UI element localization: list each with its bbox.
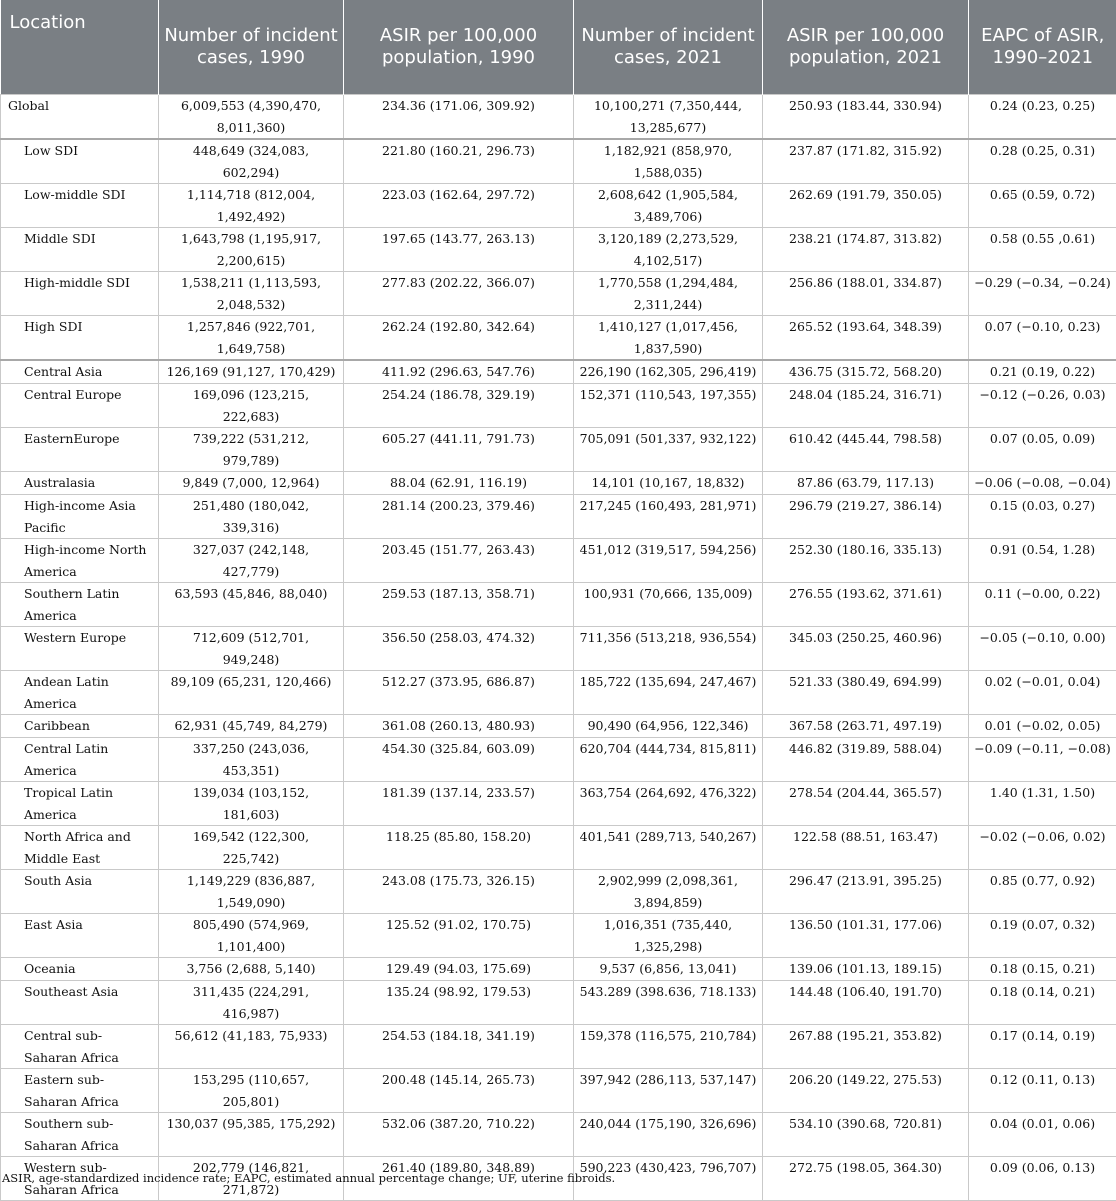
cell-cases-1990: 712,609 (512,701, 949,248): [159, 627, 344, 671]
cell-eapc: 0.02 (−0.01, 0.04): [969, 671, 1116, 715]
cell-asir-2021: 237.87 (171.82, 315.92): [763, 139, 969, 184]
cell-cases-2021: 620,704 (444,734, 815,811): [574, 738, 763, 782]
cell-location: EasternEurope: [1, 428, 159, 472]
cell-location: Central sub-Saharan Africa: [1, 1025, 159, 1069]
cell-location: High-income North America: [1, 539, 159, 583]
cell-location: Oceania: [1, 958, 159, 981]
cell-eapc: 0.65 (0.59, 0.72): [969, 184, 1116, 228]
table-row: [1, 228, 1116, 272]
cell-eapc: 0.21 (0.19, 0.22): [969, 360, 1116, 384]
header-location: Location: [1, 0, 159, 95]
cell-cases-1990: 311,435 (224,291, 416,987): [159, 981, 344, 1025]
cell-cases-1990: 62,931 (45,749, 84,279): [159, 715, 344, 738]
cell-eapc: 0.07 (0.05, 0.09): [969, 428, 1116, 472]
cell-eapc: 0.11 (−0.00, 0.22): [969, 583, 1116, 627]
cell-asir-1990: 135.24 (98.92, 179.53): [344, 981, 574, 1025]
cell-asir-2021: 446.82 (319.89, 588.04): [763, 738, 969, 782]
cell-location: Caribbean: [1, 715, 159, 738]
cell-location: Central Europe: [1, 384, 159, 428]
table-row: [1, 316, 1116, 361]
table-header: [1, 0, 1116, 95]
cell-eapc: −0.02 (−0.06, 0.02): [969, 826, 1116, 870]
cell-asir-2021: 136.50 (101.31, 177.06): [763, 914, 969, 958]
cell-asir-2021: 139.06 (101.13, 189.15): [763, 958, 969, 981]
table-footnote: ASIR, age-standardized incidence rate; EAPC, estimated annual percentage change; UF, uterine fibroids.: [2, 1170, 615, 1186]
cell-asir-1990: 243.08 (175.73, 326.15): [344, 870, 574, 914]
table-row: [1, 1113, 1116, 1157]
cell-cases-2021: 100,931 (70,666, 135,009): [574, 583, 763, 627]
cell-cases-2021: 1,182,921 (858,970, 1,588,035): [574, 139, 763, 184]
cell-cases-2021: 3,120,189 (2,273,529, 4,102,517): [574, 228, 763, 272]
cell-cases-1990: 126,169 (91,127, 170,429): [159, 360, 344, 384]
cell-cases-2021: 711,356 (513,218, 936,554): [574, 627, 763, 671]
cell-cases-1990: 251,480 (180,042, 339,316): [159, 495, 344, 539]
cell-cases-2021: 401,541 (289,713, 540,267): [574, 826, 763, 870]
cell-cases-1990: 139,034 (103,152, 181,603): [159, 782, 344, 826]
cell-location: East Asia: [1, 914, 159, 958]
cell-cases-2021: 217,245 (160,493, 281,971): [574, 495, 763, 539]
cell-eapc: 0.85 (0.77, 0.92): [969, 870, 1116, 914]
cell-eapc: 0.12 (0.11, 0.13): [969, 1069, 1116, 1113]
cell-cases-1990: 130,037 (95,385, 175,292): [159, 1113, 344, 1157]
cell-cases-1990: 739,222 (531,212, 979,789): [159, 428, 344, 472]
cell-asir-2021: 238.21 (174.87, 313.82): [763, 228, 969, 272]
cell-cases-1990: 1,149,229 (836,887, 1,549,090): [159, 870, 344, 914]
header-asir-1990: ASIR per 100,000 population, 1990: [344, 0, 574, 95]
cell-cases-2021: 10,100,271 (7,350,444, 13,285,677): [574, 95, 763, 140]
cell-eapc: 0.24 (0.23, 0.25): [969, 95, 1116, 140]
cell-asir-1990: 512.27 (373.95, 686.87): [344, 671, 574, 715]
cell-cases-2021: 363,754 (264,692, 476,322): [574, 782, 763, 826]
table-row: [1, 671, 1116, 715]
table-row: [1, 981, 1116, 1025]
cell-asir-2021: 521.33 (380.49, 694.99): [763, 671, 969, 715]
table-row: [1, 627, 1116, 671]
cell-cases-2021: 2,902,999 (2,098,361, 3,894,859): [574, 870, 763, 914]
cell-asir-1990: 454.30 (325.84, 603.09): [344, 738, 574, 782]
table-row: [1, 583, 1116, 627]
cell-asir-1990: 532.06 (387.20, 710.22): [344, 1113, 574, 1157]
cell-eapc: −0.12 (−0.26, 0.03): [969, 384, 1116, 428]
cell-cases-1990: 448,649 (324,083, 602,294): [159, 139, 344, 184]
cell-location: North Africa and Middle East: [1, 826, 159, 870]
cell-asir-2021: 265.52 (193.64, 348.39): [763, 316, 969, 361]
cell-location: Low-middle SDI: [1, 184, 159, 228]
cell-asir-2021: 534.10 (390.68, 720.81): [763, 1113, 969, 1157]
header-asir-2021: ASIR per 100,000 population, 2021: [763, 0, 969, 95]
cell-asir-1990: 254.24 (186.78, 329.19): [344, 384, 574, 428]
cell-cases-1990: 1,257,846 (922,701, 1,649,758): [159, 316, 344, 361]
cell-location: Middle SDI: [1, 228, 159, 272]
table-row: [1, 738, 1116, 782]
cell-eapc: −0.06 (−0.08, −0.04): [969, 472, 1116, 495]
cell-location: High-income Asia Pacific: [1, 495, 159, 539]
cell-location: Southeast Asia: [1, 981, 159, 1025]
cell-cases-2021: 9,537 (6,856, 13,041): [574, 958, 763, 981]
cell-location: Eastern sub-Saharan Africa: [1, 1069, 159, 1113]
cell-asir-1990: 181.39 (137.14, 233.57): [344, 782, 574, 826]
cell-location: Andean Latin America: [1, 671, 159, 715]
cell-location: Central Asia: [1, 360, 159, 384]
cell-asir-1990: 411.92 (296.63, 547.76): [344, 360, 574, 384]
cell-asir-2021: 252.30 (180.16, 335.13): [763, 539, 969, 583]
cell-cases-1990: 327,037 (242,148, 427,779): [159, 539, 344, 583]
cell-eapc: 1.40 (1.31, 1.50): [969, 782, 1116, 826]
cell-asir-1990: 259.53 (187.13, 358.71): [344, 583, 574, 627]
table-row: [1, 384, 1116, 428]
cell-asir-2021: 206.20 (149.22, 275.53): [763, 1069, 969, 1113]
cell-asir-1990: 277.83 (202.22, 366.07): [344, 272, 574, 316]
table-row: [1, 95, 1116, 140]
cell-cases-2021: 2,608,642 (1,905,584, 3,489,706): [574, 184, 763, 228]
cell-cases-2021: 152,371 (110,543, 197,355): [574, 384, 763, 428]
cell-asir-2021: 87.86 (63.79, 117.13): [763, 472, 969, 495]
cell-cases-1990: 805,490 (574,969, 1,101,400): [159, 914, 344, 958]
table-row: [1, 139, 1116, 184]
cell-eapc: 0.28 (0.25, 0.31): [969, 139, 1116, 184]
cell-cases-1990: 337,250 (243,036, 453,351): [159, 738, 344, 782]
cell-eapc: −0.05 (−0.10, 0.00): [969, 627, 1116, 671]
table-row: [1, 870, 1116, 914]
cell-location: Global: [1, 95, 159, 140]
table-row: [1, 184, 1116, 228]
cell-asir-2021: 256.86 (188.01, 334.87): [763, 272, 969, 316]
cell-asir-1990: 281.14 (200.23, 379.46): [344, 495, 574, 539]
header-cases-1990: Number of incident cases, 1990: [159, 0, 344, 95]
cell-cases-1990: 89,109 (65,231, 120,466): [159, 671, 344, 715]
cell-cases-1990: 1,643,798 (1,195,917, 2,200,615): [159, 228, 344, 272]
cell-asir-2021: 296.47 (213.91, 395.25): [763, 870, 969, 914]
cell-asir-1990: 118.25 (85.80, 158.20): [344, 826, 574, 870]
cell-cases-2021: 543.289 (398.636, 718.133): [574, 981, 763, 1025]
table-row: [1, 272, 1116, 316]
cell-cases-2021: 226,190 (162,305, 296,419): [574, 360, 763, 384]
cell-location: High SDI: [1, 316, 159, 361]
cell-cases-1990: 1,114,718 (812,004, 1,492,492): [159, 184, 344, 228]
cell-eapc: 0.07 (−0.10, 0.23): [969, 316, 1116, 361]
cell-asir-1990: 361.08 (260.13, 480.93): [344, 715, 574, 738]
cell-asir-1990: 200.48 (145.14, 265.73): [344, 1069, 574, 1113]
cell-cases-2021: 159,378 (116,575, 210,784): [574, 1025, 763, 1069]
cell-location: Southern Latin America: [1, 583, 159, 627]
cell-eapc: 0.04 (0.01, 0.06): [969, 1113, 1116, 1157]
cell-cases-2021: 397,942 (286,113, 537,147): [574, 1069, 763, 1113]
cell-asir-2021: 267.88 (195.21, 353.82): [763, 1025, 969, 1069]
cell-eapc: −0.29 (−0.34, −0.24): [969, 272, 1116, 316]
cell-eapc: 0.58 (0.55 ,0.61): [969, 228, 1116, 272]
table-row: [1, 1069, 1116, 1113]
cell-cases-1990: 63,593 (45,846, 88,040): [159, 583, 344, 627]
cell-cases-1990: 1,538,211 (1,113,593, 2,048,532): [159, 272, 344, 316]
cell-eapc: 0.17 (0.14, 0.19): [969, 1025, 1116, 1069]
cell-asir-1990: 605.27 (441.11, 791.73): [344, 428, 574, 472]
cell-cases-1990: 3,756 (2,688, 5,140): [159, 958, 344, 981]
cell-eapc: 0.19 (0.07, 0.32): [969, 914, 1116, 958]
cell-cases-1990: 9,849 (7,000, 12,964): [159, 472, 344, 495]
cell-eapc: 0.18 (0.14, 0.21): [969, 981, 1116, 1025]
cell-asir-2021: 278.54 (204.44, 365.57): [763, 782, 969, 826]
cell-cases-1990: 153,295 (110,657, 205,801): [159, 1069, 344, 1113]
cell-asir-1990: 197.65 (143.77, 263.13): [344, 228, 574, 272]
cell-eapc: 0.09 (0.06, 0.13): [969, 1157, 1116, 1201]
cell-cases-2021: 590,223 (430,423, 796,707): [574, 1157, 763, 1201]
cell-location: High-middle SDI: [1, 272, 159, 316]
cell-cases-1990: 169,096 (123,215, 222,683): [159, 384, 344, 428]
table-row: [1, 1025, 1116, 1069]
cell-asir-1990: 262.24 (192.80, 342.64): [344, 316, 574, 361]
cell-asir-1990: 221.80 (160.21, 296.73): [344, 139, 574, 184]
cell-cases-2021: 90,490 (64,956, 122,346): [574, 715, 763, 738]
table-row: [1, 782, 1116, 826]
cell-location: Tropical Latin America: [1, 782, 159, 826]
cell-asir-1990: 356.50 (258.03, 474.32): [344, 627, 574, 671]
cell-asir-2021: 248.04 (185.24, 316.71): [763, 384, 969, 428]
header-row: [1, 0, 1116, 95]
cell-cases-2021: 14,101 (10,167, 18,832): [574, 472, 763, 495]
cell-asir-2021: 367.58 (263.71, 497.19): [763, 715, 969, 738]
cell-asir-2021: 250.93 (183.44, 330.94): [763, 95, 969, 140]
cell-cases-2021: 451,012 (319,517, 594,256): [574, 539, 763, 583]
table-row: [1, 914, 1116, 958]
cell-cases-1990: 169,542 (122,300, 225,742): [159, 826, 344, 870]
cell-cases-1990: 202,779 (146,821, 271,872): [159, 1157, 344, 1201]
table-row: [1, 360, 1116, 384]
cell-cases-2021: 1,770,558 (1,294,484, 2,311,244): [574, 272, 763, 316]
cell-location: South Asia: [1, 870, 159, 914]
cell-location: Western sub-Saharan Africa: [1, 1157, 159, 1201]
cell-asir-2021: 296.79 (219.27, 386.14): [763, 495, 969, 539]
table-row: [1, 958, 1116, 981]
cell-asir-2021: 272.75 (198.05, 364.30): [763, 1157, 969, 1201]
cell-cases-2021: 705,091 (501,337, 932,122): [574, 428, 763, 472]
cell-asir-2021: 122.58 (88.51, 163.47): [763, 826, 969, 870]
cell-cases-2021: 185,722 (135,694, 247,467): [574, 671, 763, 715]
cell-cases-1990: 56,612 (41,183, 75,933): [159, 1025, 344, 1069]
cell-asir-2021: 610.42 (445.44, 798.58): [763, 428, 969, 472]
cell-location: Western Europe: [1, 627, 159, 671]
cell-cases-2021: 1,410,127 (1,017,456, 1,837,590): [574, 316, 763, 361]
cell-eapc: 0.91 (0.54, 1.28): [969, 539, 1116, 583]
cell-asir-1990: 125.52 (91.02, 170.75): [344, 914, 574, 958]
cell-asir-1990: 88.04 (62.91, 116.19): [344, 472, 574, 495]
cell-cases-2021: 1,016,351 (735,440, 1,325,298): [574, 914, 763, 958]
table-row: [1, 495, 1116, 539]
table-body: [1, 95, 1116, 1201]
table-row: [1, 472, 1116, 495]
cell-asir-2021: 436.75 (315.72, 568.20): [763, 360, 969, 384]
cell-eapc: 0.01 (−0.02, 0.05): [969, 715, 1116, 738]
header-cases-2021: Number of incident cases, 2021: [574, 0, 763, 95]
cell-eapc: 0.15 (0.03, 0.27): [969, 495, 1116, 539]
cell-asir-1990: 129.49 (94.03, 175.69): [344, 958, 574, 981]
cell-location: Australasia: [1, 472, 159, 495]
cell-eapc: −0.09 (−0.11, −0.08): [969, 738, 1116, 782]
table-row: [1, 826, 1116, 870]
cell-asir-1990: 223.03 (162.64, 297.72): [344, 184, 574, 228]
cell-asir-2021: 262.69 (191.79, 350.05): [763, 184, 969, 228]
cell-location: Low SDI: [1, 139, 159, 184]
cell-asir-2021: 345.03 (250.25, 460.96): [763, 627, 969, 671]
cell-asir-1990: 254.53 (184.18, 341.19): [344, 1025, 574, 1069]
cell-asir-1990: 261.40 (189.80, 348.89): [344, 1157, 574, 1201]
header-eapc: EAPC of ASIR, 1990–2021: [969, 0, 1116, 95]
table-row: [1, 428, 1116, 472]
table-row: [1, 539, 1116, 583]
cell-asir-2021: 276.55 (193.62, 371.61): [763, 583, 969, 627]
table-row: [1, 715, 1116, 738]
cell-asir-2021: 144.48 (106.40, 191.70): [763, 981, 969, 1025]
cell-asir-1990: 203.45 (151.77, 263.43): [344, 539, 574, 583]
cell-cases-2021: 240,044 (175,190, 326,696): [574, 1113, 763, 1157]
cell-location: Southern sub-Saharan Africa: [1, 1113, 159, 1157]
cell-asir-1990: 234.36 (171.06, 309.92): [344, 95, 574, 140]
cell-eapc: 0.18 (0.15, 0.21): [969, 958, 1116, 981]
cell-cases-1990: 6,009,553 (4,390,470, 8,011,360): [159, 95, 344, 140]
cell-location: Central Latin America: [1, 738, 159, 782]
